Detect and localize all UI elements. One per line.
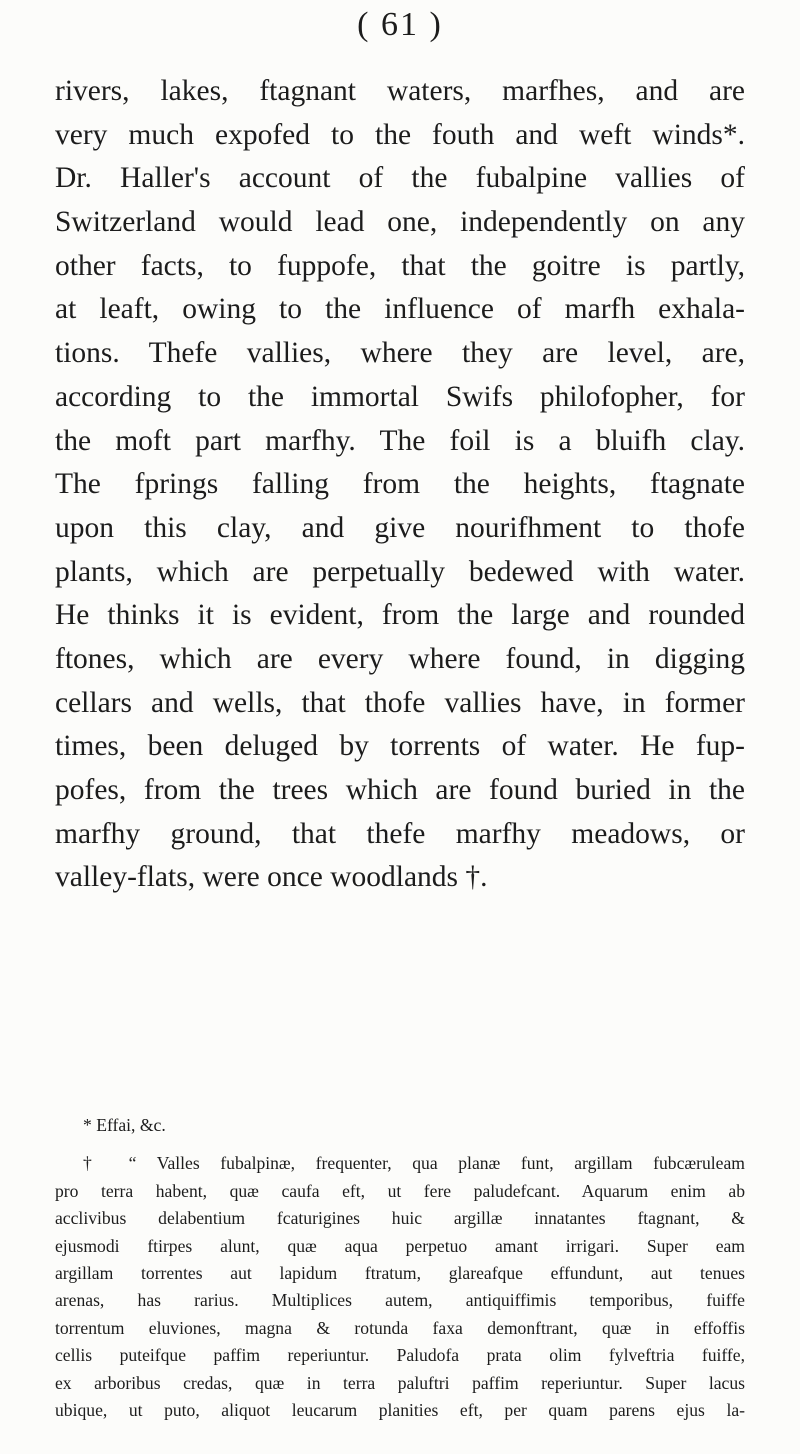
text-line: other facts, to fuppofe, that the goitre is partly, [55, 249, 745, 282]
footnote-line: cellis puteifque paffim reperiuntur. Paludofa prata olim fylveftria fuiffe, [55, 1345, 745, 1366]
text-line: upon this clay, and give nourifhment to thofe [55, 511, 745, 544]
text-line: the moft part marfhy. The foil is a bluifh clay. [55, 424, 745, 457]
text-line: plants, which are perpetually bedewed with water. [55, 555, 745, 588]
text-line: tions. Thefe vallies, where they are level, are, [55, 337, 745, 370]
main-text [55, 70, 745, 900]
footnote-line: ubique, ut puto, aliquot leucarum planities eft, per quam parens ejus la- [55, 1399, 745, 1420]
text-line: at leaft, owing to the influence of marfh exhala- [55, 293, 745, 326]
text-line: cellars and wells, that thofe vallies have, in former [55, 686, 745, 719]
footnote-line: torrentum eluviones, magna & rotunda faxa demonftrant, quæ in effoffis [55, 1317, 745, 1338]
text-line: times, been deluged by torrents of water. He fup- [55, 730, 745, 763]
page-number: ( 61 ) [357, 6, 443, 43]
text-line: ftones, which are every where found, in digging [55, 642, 745, 675]
text-line: very much expofed to the fouth and weft winds*. [55, 118, 745, 151]
text-line: The fprings falling from the heights, ftagnate [55, 468, 745, 501]
footnote-line: argillam torrentes aut lapidum ftratum, glareafque effundunt, aut tenues [55, 1262, 745, 1283]
footnote-line: ex arboribus credas, quæ in terra paluftri paffim reperiuntur. Super lacus [55, 1372, 745, 1393]
footnote-line: arenas, has rarius. Multiplices autem, antiquiffimis temporibus, fuiffe [55, 1290, 745, 1311]
footnote-line: † “ Valles fubalpinæ, frequenter, qua planæ funt, argillam fubcæruleam [83, 1153, 745, 1174]
text-line: pofes, from the trees which are found buried in the [55, 774, 745, 806]
footnote-line: ejusmodi ftirpes alunt, quæ aqua perpetuo amant irrigari. Super eam [55, 1235, 745, 1256]
text-line: He thinks it is evident, from the large and rounded [55, 599, 745, 632]
footnote-star: * Effai, &c. [83, 1115, 166, 1135]
text-line: rivers, lakes, ftagnant waters, marfhes, and are [55, 75, 745, 107]
footnotes [55, 1112, 745, 1424]
footnote-line: pro terra habent, quæ caufa eft, ut fere paludefcant. Aquarum enim ab [55, 1180, 745, 1201]
text-line: Switzerland would lead one, independently on any [55, 206, 745, 239]
text-line: according to the immortal Swifs philofopher, for [55, 380, 745, 413]
footnote-line: acclivibus delabentium fcaturigines huic argillæ innatantes ftagnant, & [55, 1208, 745, 1229]
text-line: Dr. Haller's account of the fubalpine vallies of [55, 162, 745, 195]
text-line: valley-flats, were once woodlands †. [55, 861, 488, 894]
text-line: marfhy ground, that thefe marfhy meadows, or [55, 817, 745, 850]
